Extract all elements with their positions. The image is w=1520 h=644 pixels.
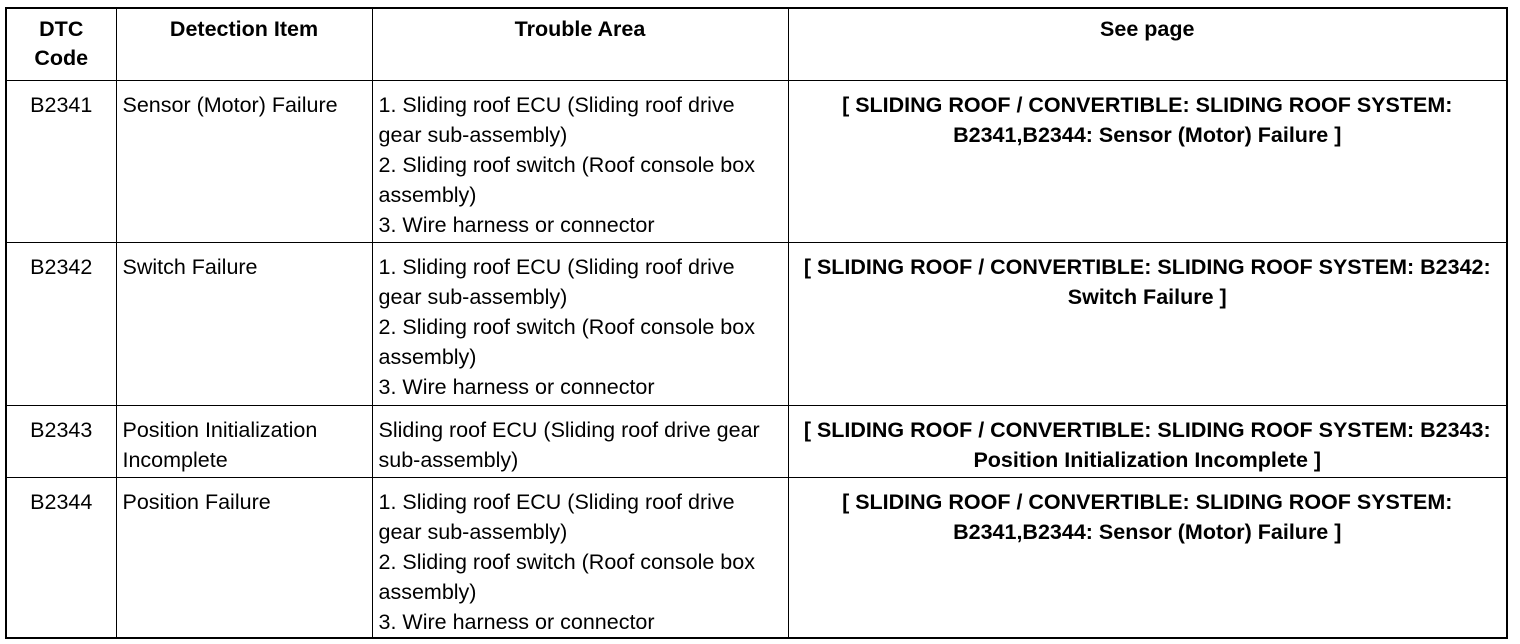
trouble-area-cell xyxy=(372,405,788,477)
table-row xyxy=(6,405,1507,477)
trouble-area-line: 2. Sliding roof switch (Roof console box assembly) xyxy=(378,314,755,369)
trouble-area-line: 3. Wire harness or connector xyxy=(378,212,655,237)
detection-item-cell: Position Failure xyxy=(116,477,372,638)
table-header-row xyxy=(6,8,1507,80)
table-row xyxy=(6,80,1507,242)
see-page-link[interactable]: [ SLIDING ROOF / CONVERTIBLE: SLIDING ROOF SYSTEM: B2341,B2344: Sensor (Motor) Failure ] xyxy=(788,477,1507,638)
header-trouble-area: Trouble Area xyxy=(372,8,788,80)
dtc-code-cell: B2341 xyxy=(6,80,116,242)
trouble-area-line: 3. Wire harness or connector xyxy=(378,374,655,399)
trouble-area-line: 2. Sliding roof switch (Roof console box assembly) xyxy=(378,549,755,604)
header-see-page: See page xyxy=(788,8,1507,80)
header-dtc-code-line1: DTC xyxy=(39,17,84,41)
see-page-link[interactable]: [ SLIDING ROOF / CONVERTIBLE: SLIDING ROOF SYSTEM: B2343: Position Initialization Incomplete ] xyxy=(788,405,1507,477)
trouble-area-line: 1. Sliding roof ECU (Sliding roof drive gear sub-assembly) xyxy=(378,92,735,147)
detection-item-cell: Sensor (Motor) Failure xyxy=(116,80,372,242)
header-detection-item: Detection Item xyxy=(116,8,372,80)
table-row xyxy=(6,242,1507,405)
trouble-area-cell xyxy=(372,80,788,242)
trouble-area-cell xyxy=(372,242,788,405)
table-row xyxy=(6,477,1507,638)
dtc-code-cell: B2342 xyxy=(6,242,116,405)
header-dtc-code-line2: Code xyxy=(34,46,89,70)
header-dtc-code xyxy=(6,8,116,80)
trouble-area-cell xyxy=(372,477,788,638)
see-page-link[interactable]: [ SLIDING ROOF / CONVERTIBLE: SLIDING ROOF SYSTEM: B2342: Switch Failure ] xyxy=(788,242,1507,405)
dtc-code-cell: B2343 xyxy=(6,405,116,477)
trouble-area-line: 1. Sliding roof ECU (Sliding roof drive gear sub-assembly) xyxy=(378,489,735,544)
dtc-table xyxy=(5,7,1508,639)
dtc-code-cell: B2344 xyxy=(6,477,116,638)
trouble-area-line: 3. Wire harness or connector xyxy=(378,609,655,634)
see-page-link[interactable]: [ SLIDING ROOF / CONVERTIBLE: SLIDING ROOF SYSTEM: B2341,B2344: Sensor (Motor) Failure ] xyxy=(788,80,1507,242)
detection-item-cell: Switch Failure xyxy=(116,242,372,405)
trouble-area-line: 2. Sliding roof switch (Roof console box assembly) xyxy=(378,152,755,207)
detection-item-cell: Position Initialization Incomplete xyxy=(116,405,372,477)
trouble-area-line: 1. Sliding roof ECU (Sliding roof drive gear sub-assembly) xyxy=(378,254,735,309)
trouble-area-line: Sliding roof ECU (Sliding roof drive gear sub-assembly) xyxy=(378,417,760,472)
